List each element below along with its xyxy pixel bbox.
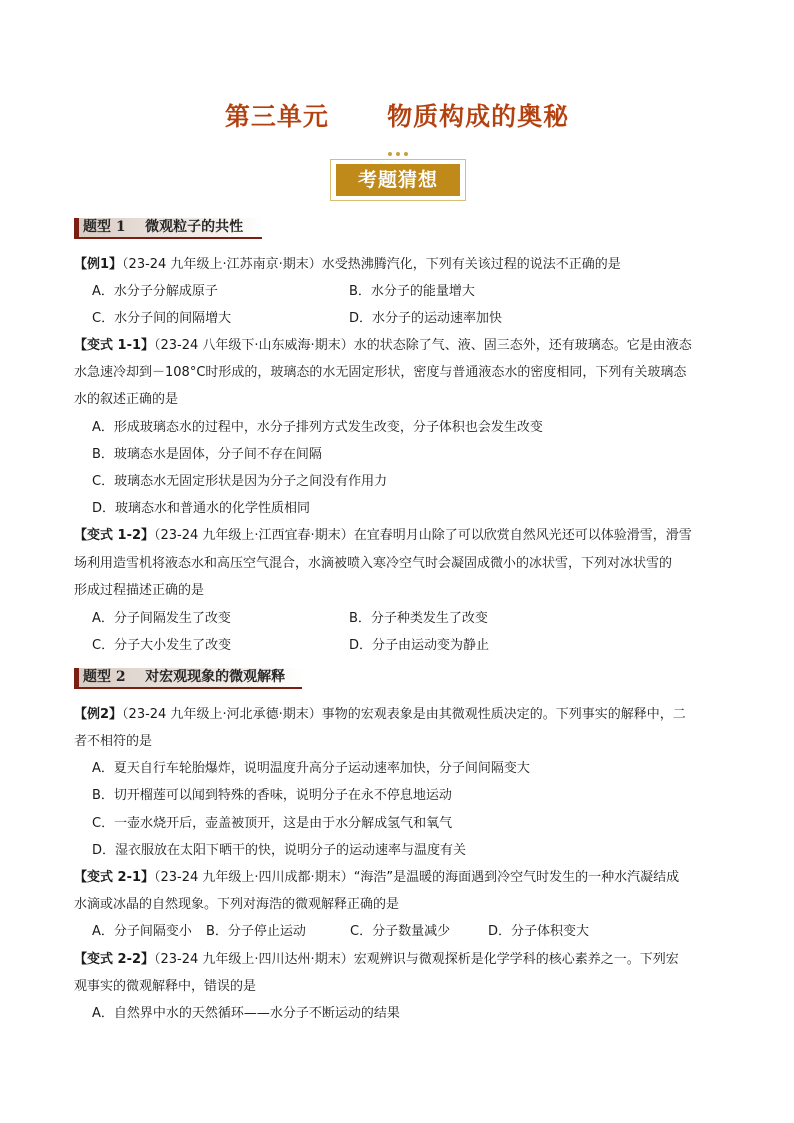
option-b: B．水分子的能量增大 — [349, 284, 475, 299]
option-a: A．自然界中水的天然循环——水分子不断运动的结果 — [92, 1006, 400, 1021]
page-title: 第三单元 物质构成的奥秘 — [224, 102, 570, 131]
section-heading-2: 题型 2 对宏观现象的微观解释 — [74, 668, 302, 689]
option-a: A．分子间隔发生了改变 — [92, 611, 231, 626]
option-c: C．一壶水烧开后，壶盖被顶开，这是由于水分解成氢气和氧气 — [92, 816, 453, 831]
question-variant-1-2 — [74, 527, 724, 545]
option-c: C．水分子间的间隔增大 — [92, 311, 232, 326]
option-a: A．形成玻璃态水的过程中，水分子排列方式发生改变，分子体积也会发生改变 — [92, 420, 543, 435]
question-text-line: （23-24 九年级上·河北承德·期末）事物的宏观表象是由其微观性质决定的。下列事实的解释中，二 — [122, 707, 686, 722]
question-text-line: （23-24 九年级上·江西宜春·期末）在宜春明月山除了可以欣赏自然风光还可以体验滑雪，滑雪 — [154, 528, 692, 543]
question-tag: 【例1】 — [74, 257, 123, 272]
question-variant-2-1 — [74, 869, 724, 887]
question-text-line: 水急速冷却到－108°C时形成的，玻璃态的水无固定形状，密度与普通液态水的密度相同，下列有关玻璃态 — [74, 365, 687, 380]
option-c: C．分子数量减少 — [350, 924, 451, 939]
question-text-line: 观事实的微观解释中，错误的是 — [74, 979, 257, 994]
question-tag: 【变式 2-1】 — [74, 870, 155, 885]
section-heading-1: 题型 1 微观粒子的共性 — [74, 218, 262, 239]
question-tag: 【例2】 — [74, 707, 123, 722]
option-b: B．玻璃态水是固体，分子间不存在间隔 — [92, 447, 322, 462]
exam-guess-badge — [330, 152, 466, 202]
option-b: B．分子停止运动 — [206, 924, 306, 939]
option-a: A．水分子分解成原子 — [92, 284, 218, 299]
question-tag: 【变式 2-2】 — [74, 952, 155, 967]
option-d: D．分子由运动变为静止 — [349, 638, 490, 653]
question-text-line: （23-24 九年级上·四川成都·期末）“海浩”是温暖的海面遇到冷空气时发生的一种水汽凝结成 — [154, 870, 680, 885]
question-text-line: （23-24 九年级上·四川达州·期末）宏观辨识与微观探析是化学学科的核心素养之一。下列宏 — [154, 952, 679, 967]
question-text-line: （23-24 八年级下·山东威海·期末）水的状态除了气、液、固三态外，还有玻璃态。它是由液态 — [154, 338, 692, 353]
option-d: D．湿衣服放在太阳下晒干的快，说明分子的运动速率与温度有关 — [92, 843, 467, 858]
option-c: C．玻璃态水无固定形状是因为分子之间没有作用力 — [92, 474, 388, 489]
question-text-line: 水的叙述正确的是 — [74, 392, 179, 407]
question-tag: 【变式 1-2】 — [74, 528, 155, 543]
badge-label: 考题猜想 — [336, 164, 460, 196]
option-d: D．水分子的运动速率加快 — [349, 311, 503, 326]
option-c: C．分子大小发生了改变 — [92, 638, 232, 653]
option-b: B．切开榴莲可以闻到特殊的香味，说明分子在永不停息地运动 — [92, 788, 452, 803]
question-tag: 【变式 1-1】 — [74, 338, 155, 353]
question-text: （23-24 九年级上·江苏南京·期末）水受热沸腾汽化，下列有关该过程的说法不正确的是 — [122, 257, 621, 272]
option-d: D．分子体积变大 — [488, 924, 590, 939]
question-variant-1-1 — [74, 337, 724, 355]
question-text-line: 场利用造雪机将液态水和高压空气混合，水滴被喷入寒冷空气时会凝固成微小的冰状雪，下列对冰状雪的 — [74, 556, 673, 571]
option-a: A．分子间隔变小 — [92, 924, 192, 939]
option-d: D．玻璃态水和普通水的化学性质相同 — [92, 501, 311, 516]
option-b: B．分子种类发生了改变 — [349, 611, 488, 626]
question-example-1 — [74, 256, 724, 274]
dots-decoration — [368, 152, 428, 158]
question-example-2 — [74, 706, 724, 724]
question-text-line: 水滴或冰晶的自然现象。下列对海浩的微观解释正确的是 — [74, 897, 400, 912]
question-text-line: 者不相符的是 — [74, 734, 153, 749]
question-text-line: 形成过程描述正确的是 — [74, 583, 205, 598]
option-a: A．夏天自行车轮胎爆炸，说明温度升高分子运动速率加快，分子间间隔变大 — [92, 761, 530, 776]
question-variant-2-2 — [74, 951, 724, 969]
